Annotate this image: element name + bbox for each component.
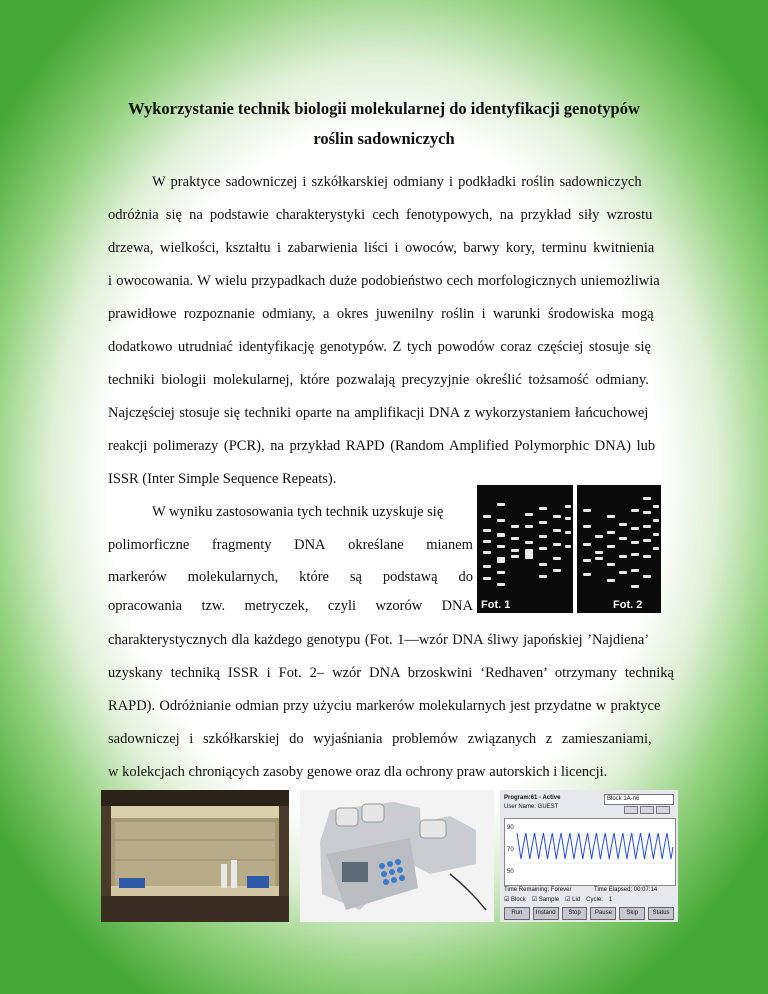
document-title-line1: Wykorzystanie technik biologii molekularnej do identyfikacji genotypów [128, 99, 640, 118]
gel-photo-2 [577, 485, 661, 613]
gel-band [525, 513, 533, 516]
gel-band [653, 505, 659, 508]
stop-button[interactable]: Stop [562, 907, 588, 920]
gel-band [497, 583, 505, 586]
cycle-value: 1 [608, 896, 613, 903]
gel-band [553, 529, 561, 532]
block-checkbox-label: Block [511, 897, 526, 903]
paragraph-line: i owocowania. W wielu przypadkach duże podobieństwo cech morfologicznych uniemożliwia [108, 273, 660, 289]
gel-band [607, 531, 615, 534]
gel-band [483, 565, 491, 568]
gel-photo-2-label: Fot. 2 [613, 599, 643, 611]
gel-band [643, 575, 651, 578]
gel-band [619, 537, 627, 540]
gel-band [607, 515, 615, 518]
temperature-plot [504, 818, 676, 886]
gel-band [553, 557, 561, 560]
lid-checkbox[interactable]: ☑ Lid [565, 897, 581, 903]
document-title-line2: roślin sadowniczych [313, 129, 455, 148]
gel-band [539, 521, 547, 524]
gel-band [525, 555, 533, 558]
word: tzw. [201, 598, 226, 614]
gel-band [643, 525, 651, 528]
run-button[interactable]: Run [504, 907, 530, 920]
word: markerów [108, 569, 167, 585]
paragraph-line: reakcji polimerazy (PCR), na przykład RAPD (Random Amplified Polymorphic DNA) lub [108, 438, 656, 454]
block-checkbox[interactable]: ☑ Block [504, 897, 526, 903]
gel-band [595, 535, 603, 538]
sample-checkbox-label: Sample [538, 897, 560, 903]
cycler-software-screenshot [500, 790, 678, 922]
justified-line [108, 598, 473, 615]
paragraph-line: uzyskany techniką ISSR i Fot. 2– wzór DNA brzoskwini ‘Redhaven’ otrzymany techniką [108, 665, 674, 681]
gel-band [619, 523, 627, 526]
gel-band [511, 549, 519, 552]
gel-band [553, 569, 561, 572]
gel-band [497, 571, 505, 574]
paragraph-line: techniki biologii molekularnej, które pozwalają precyzyjnie określić tożsamość odmiany. [108, 372, 649, 388]
gel-band [607, 579, 615, 582]
gel-band [607, 563, 615, 566]
word: metryczek, [244, 598, 309, 614]
axis-label-low: 50 [507, 869, 514, 875]
pause-button[interactable]: Pause [590, 907, 616, 920]
nav-buttons [624, 806, 670, 814]
gel-band [511, 555, 519, 558]
gel-band [497, 557, 505, 563]
gel-band [583, 509, 591, 512]
word: podstawą [382, 569, 438, 585]
paragraph-line: odróżnia się na podstawie charakterystyki cech fenotypowych, na przykład siły wzrostu [108, 207, 653, 223]
gel-band [595, 557, 603, 560]
word: DNA [441, 598, 473, 614]
word: opracowania [108, 598, 183, 614]
gel-band [553, 515, 561, 518]
word: określane [348, 537, 404, 553]
paragraph-line: RAPD). Odróżnianie odmian przy użyciu markerów molekularnych jest przydatne w praktyce [108, 698, 661, 714]
gel-band [643, 511, 651, 514]
gel-band [497, 519, 505, 522]
gel-band [565, 531, 571, 534]
word: polimorficzne [108, 537, 190, 553]
sample-checkbox[interactable]: ☑ Sample [531, 897, 560, 903]
gel-band [583, 543, 591, 546]
thermal-cycler-photo [300, 790, 494, 922]
gel-photo-1 [477, 485, 573, 613]
word: które [299, 569, 329, 585]
word: molekularnych, [187, 569, 279, 585]
gel-band [583, 559, 591, 562]
gel-band [565, 505, 571, 508]
gel-band [653, 533, 659, 536]
gel-band [607, 545, 615, 548]
paragraph-line: drzewa, wielkości, kształtu i zabarwienia liści i owoców, barwy kory, terminu kwitnienia [108, 240, 655, 256]
word: fragmenty [211, 537, 272, 553]
paragraph-line: ISSR (Inter Simple Sequence Repeats). [108, 471, 337, 487]
gel-band [497, 545, 505, 548]
command-buttons [504, 907, 674, 920]
gel-band [483, 515, 491, 518]
instand-button[interactable]: Instand [533, 907, 559, 920]
word: wzorów [375, 598, 423, 614]
checkbox-row [504, 896, 612, 903]
gel-band [583, 525, 591, 528]
paragraph-line: charakterystycznych dla każdego genotypu (Fot. 1—wzór DNA śliwy japońskiej ’Najdiena’ [108, 632, 650, 648]
gel-band [553, 543, 561, 546]
word: czyli [327, 598, 357, 614]
cycle-label: Cycle: [586, 896, 603, 903]
gel-band [643, 539, 651, 542]
paragraph-line: Najczęściej stosuje się techniki oparte na amplifikacji DNA z wykorzystaniem łańcuchowej [108, 405, 649, 421]
gel-band [483, 551, 491, 554]
gel-band [539, 547, 547, 550]
gel-band [497, 503, 505, 506]
gel-band [619, 571, 627, 574]
gel-band [539, 507, 547, 510]
gel-band [539, 575, 547, 578]
gel-band [643, 497, 651, 500]
axis-label-top: 90 [507, 825, 514, 831]
axis-label-mid: 70 [507, 847, 514, 853]
laminar-cabinet-photo [101, 790, 289, 922]
gel-band [619, 555, 627, 558]
gel-band [631, 585, 639, 588]
justified-line [108, 537, 473, 554]
gel-band [631, 509, 639, 512]
word: są [349, 569, 362, 585]
gel-band [653, 547, 659, 550]
paragraph-line: sadowniczej i szkółkarskiej do wyjaśniania problemów związanych z zamieszaniami, [108, 731, 652, 747]
block-select: Block 1A-n6 [604, 794, 674, 805]
gel-band [583, 573, 591, 576]
user-name: User Name: GUEST [504, 804, 559, 810]
gel-band [631, 527, 639, 530]
paragraph-line: dodatkowo utrudniać identyfikację genotypów. Z tych powodów coraz częściej stosuje się [108, 339, 651, 355]
lid-checkbox-label: Lid [572, 897, 581, 903]
temperature-trace [517, 833, 673, 859]
word: do [458, 569, 473, 585]
word: DNA [294, 537, 326, 553]
gel-band [631, 553, 639, 556]
status-button[interactable]: Status [648, 907, 674, 920]
paragraph-line: prawidłowe rozpoznanie odmiany, a okres juwenilny roślin i warunki środowiska mogą [108, 306, 654, 322]
gel-band [497, 533, 505, 537]
gel-band [565, 517, 571, 520]
justified-line [108, 569, 473, 586]
gel-band [511, 525, 519, 528]
gel-band [525, 525, 533, 528]
gel-band [539, 563, 547, 566]
gel-band [643, 555, 651, 558]
gel-band [511, 537, 519, 540]
paragraph-line: w kolekcjach chroniących zasoby genowe oraz dla ochrony praw autorskich i licencji. [108, 764, 608, 780]
program-status: Program:61 - Active [504, 795, 561, 801]
gel-band [595, 551, 603, 554]
paragraph-line: W praktyce sadowniczej i szkółkarskiej odmiany i podkładki roślin sadowniczych [152, 174, 642, 190]
gel-band [653, 519, 659, 522]
gel-band [631, 569, 639, 572]
gel-band [631, 541, 639, 544]
gel-band [483, 577, 491, 580]
time-remaining: Time Remaining: Forever [504, 887, 572, 893]
gel-band [483, 540, 491, 543]
paragraph-line: W wyniku zastosowania tych technik uzyskuje się [152, 504, 444, 520]
gel-band [483, 529, 491, 532]
gel-photo-1-label: Fot. 1 [481, 599, 511, 611]
gel-band [525, 541, 533, 544]
gel-band [539, 535, 547, 538]
gel-band [565, 545, 571, 548]
time-elapsed: Time Elapsed: 00:07:14 [594, 887, 658, 893]
skip-button[interactable]: Skip [619, 907, 645, 920]
word: mianem [426, 537, 473, 553]
